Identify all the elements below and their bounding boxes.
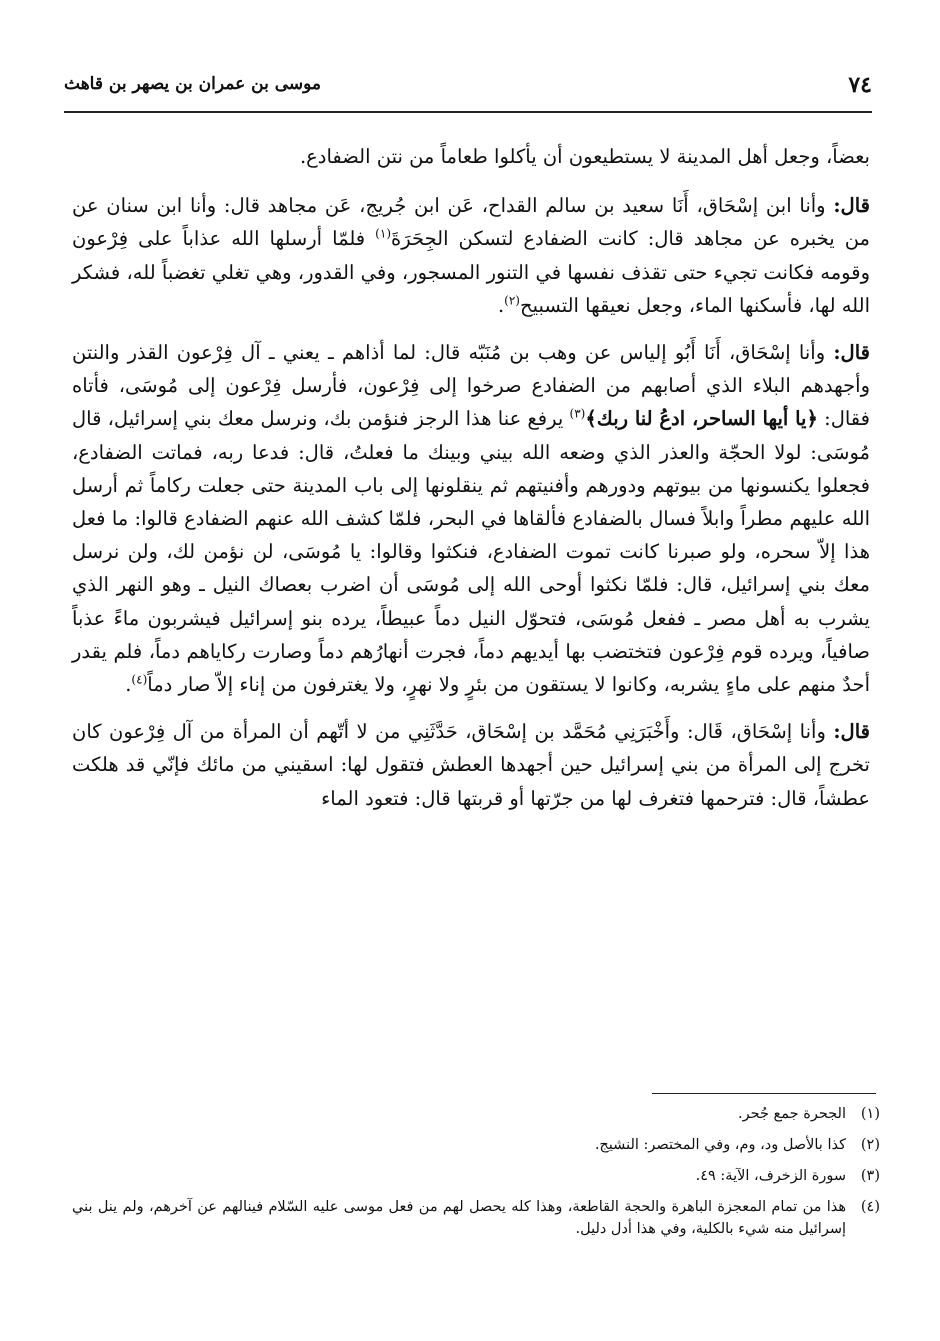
header-rule bbox=[64, 111, 872, 113]
footnote-text: سورة الزخرف، الآية: ٤٩. bbox=[695, 1168, 846, 1184]
footnote-number: (٢) bbox=[860, 1137, 880, 1153]
footnote bbox=[72, 1134, 880, 1156]
paragraph-4 bbox=[72, 715, 870, 815]
footnote-text: كذا بالأصل ود، وم، وفي المختصر: النشيج. bbox=[594, 1137, 846, 1153]
paragraph-text: فلمّا أرسلها الله عذاباً على فِرْعون وقومه فكانت تجيء حتى تقذف نفسها في التنور المسجور، وفي القدور، وهي تغلي تغضباً لله، فشكر الله لها، فأسكنها الماء، وجعل نعيقها التسبيح bbox=[72, 227, 870, 317]
paragraph-text: وأنا ابن إسْحَاق، أَنَا سعيد بن سالم القداح، عَن ابن جُريج، عَن مجاهد قال: وأنا ابن سنان عن من يخبره عن مجاهد قال: كانت الضفادع لتسكن الجِحَرَةَ bbox=[72, 194, 870, 251]
paragraph-lead: قال: bbox=[833, 194, 870, 218]
footnote-ref-2: (٢) bbox=[504, 293, 520, 308]
paragraph-lead: قال: bbox=[833, 341, 870, 365]
quran-verse: ﴿يا أيها الساحر، ادعُ لنا ربك﴾ bbox=[585, 407, 818, 431]
paragraph-2 bbox=[72, 189, 870, 322]
paragraph-text: وأنا إسْحَاق، قَال: وأَخْبَرَنِي مُحَمَّد بن إسْحَاق، حَدَّثَنِي من لا أتّهم أن المرأة من آل فِرْعون كان تخرج إلى المرأة من بني إسرائيل حين أجهدها العطش فتقول لها: اسقيني من مائك فإنّي قد هلكت عطشاً، قال: فترحمها فتغرف لها من جرّتها أو قربتها قال: فتعود الماء bbox=[72, 720, 870, 810]
page-number: ٧٤ bbox=[848, 72, 872, 98]
running-head bbox=[64, 70, 872, 106]
footnote-number: (٤) bbox=[860, 1199, 880, 1215]
footnote-ref-4: (٤) bbox=[131, 672, 148, 687]
paragraph-text: يرفع عنا هذا الرجز فنؤمن بك، ونرسل معك بني إسرائيل، قال مُوسَى: لولا الحجّة والعذر الذي وضعه الله بيني وبينك ما فعلتُ، قال: فدعا ربه، فماتت الضفادع، فجعلوا يكنسونها من بيوتهم ودورهم وأفنيتهم ثم ينقلونها إلى باب المدينة حتى جعلت ركاماً ثم أرسل الله عليهم مطراً وابلاً فسال بالضفادع فألقاها في البحر، فلمّا كشف الله عنهم الضفادع قالوا: ما فعل هذا إلاّ سحره، ولو صبرنا كانت تموت الضفادع، فنكثوا وقالوا: يا مُوسَى، لن نؤمن لك، ولن نرسل معك بني إسرائيل، قال: فلمّا نكثوا أوحى الله إلى مُوسَى أن اضرب بعصاك النيل ـ وهو النهر الذي يشرب به أهل مصر ـ ففعل مُوسَى، فتحوّل النيل دماً عبيطاً، يرده بنو إسرائيل فيشربون ماءً عذباً صافياً، ويرده قوم فِرْعون فتختضب بها أيديهم دماً، فجرت أنهارُهم دماً وصارت ركاياهم دماً، فلم يقدر أحدٌ منهم على ماءٍ يشربه، وكانوا لا يستقون من بئرٍ ولا نهرٍ، ولا يغترفون من إناء إلاّ صار دماً bbox=[72, 407, 870, 697]
footnote-ref-3: (٣) bbox=[569, 406, 586, 421]
paragraph-3 bbox=[72, 336, 870, 701]
paragraph-text: . bbox=[497, 293, 505, 317]
footnote-ref-1: (١) bbox=[375, 226, 391, 241]
footnote-text: هذا من تمام المعجزة الباهرة والحجة القاطعة، وهذا كله يحصل لهم من فعل موسى عليه السّلام فينالهم عن آخرهم، ولم ينل بني إسرائيل منه شيء بالكلية، وفي هذا أدل دليل. bbox=[72, 1199, 846, 1237]
footnote bbox=[72, 1196, 880, 1240]
paragraph-lead: قال: bbox=[833, 720, 870, 744]
footnote-number: (٣) bbox=[860, 1168, 880, 1184]
footnote bbox=[72, 1103, 880, 1125]
footnote bbox=[72, 1165, 880, 1187]
footnote-text: الجحرة جمع جُحر. bbox=[738, 1106, 846, 1122]
paragraph-text: وأنا إسْحَاق، أَنَا أَبُو إلياس عن وهب بن مُنَبّه قال: لما أذاهم ـ يعني ـ آل فِرْعون القذر والنتن وأجهدهم البلاء الذي أصابهم من الضفادع صرخوا إلى فِرْعون، فأرسل فِرْعون إلى مُوسَى، فأتاه فقال: bbox=[72, 341, 870, 431]
footnote-number: (١) bbox=[860, 1106, 880, 1122]
main-text bbox=[72, 140, 870, 829]
running-title: موسى بن عمران بن يصهر بن قاهث bbox=[64, 74, 322, 94]
footnote-rule bbox=[652, 1093, 876, 1094]
paragraph-text: . bbox=[125, 673, 132, 697]
paragraph-text: بعضاً، وجعل أهل المدينة لا يستطيعون أن يأكلوا طعاماً من نتن الضفادع. bbox=[299, 145, 870, 168]
paragraph-1 bbox=[72, 140, 870, 173]
footnotes bbox=[72, 1103, 880, 1249]
